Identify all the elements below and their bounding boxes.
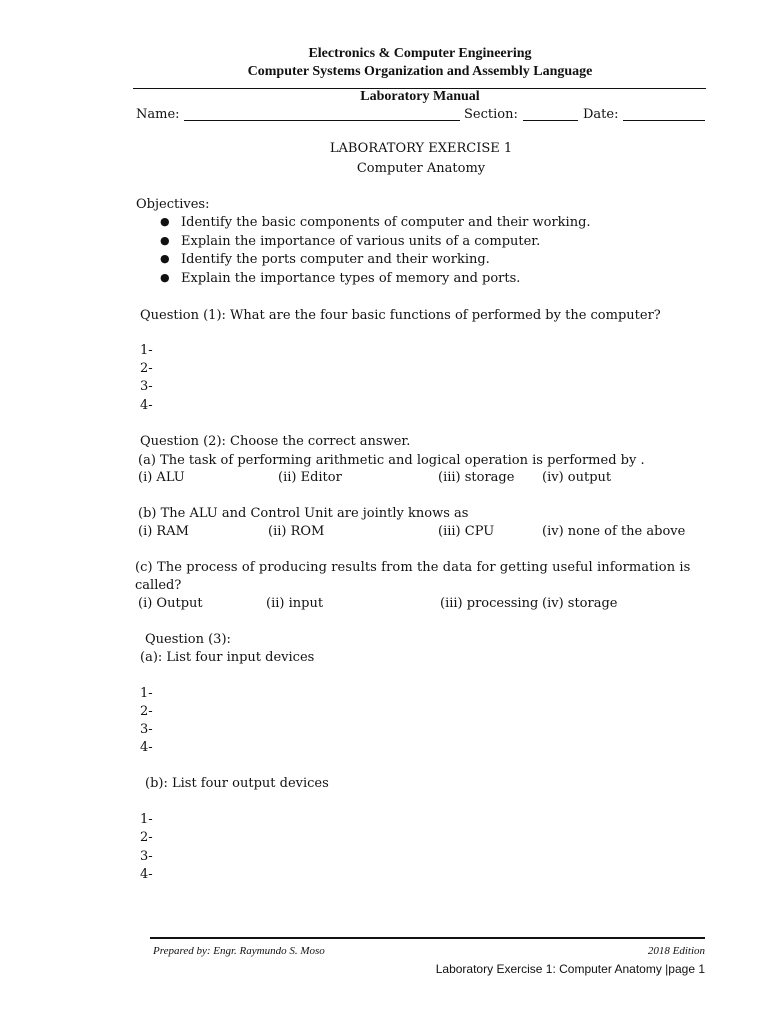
- objective-item: Explain the importance of various units of a computer.: [181, 234, 541, 249]
- q3b-text: (b): List four output devices: [145, 776, 329, 791]
- q2c-option: (iv) storage: [542, 596, 618, 611]
- date-field-line[interactable]: [623, 120, 705, 121]
- bullet-icon: ●: [160, 252, 170, 265]
- header-course: Computer Systems Organization and Assembly Language: [247, 64, 593, 79]
- q1-blank: 2-: [140, 361, 153, 376]
- q3a-blank: 3-: [140, 722, 153, 737]
- q1-blank: 3-: [140, 379, 153, 394]
- q3b-blank: 4-: [140, 867, 153, 882]
- q1-blank: 1-: [140, 343, 153, 358]
- q2c-option: (iii) processing: [440, 596, 539, 611]
- q2a-option: (iii) storage: [438, 470, 515, 485]
- q2a-question: (a) The task of performing arithmetic and logical operation is performed by .: [138, 453, 645, 468]
- q3a-blank: 4-: [140, 740, 153, 755]
- q2b-option: (iv) none of the above: [542, 524, 686, 539]
- q3b-blank: 1-: [140, 812, 153, 827]
- header-department: Electronics & Computer Engineering: [308, 46, 532, 61]
- q2a-option: (i) ALU: [138, 470, 185, 485]
- section-field-line[interactable]: [523, 120, 578, 121]
- name-label: Name:: [136, 107, 180, 122]
- question-1: Question (1): What are the four basic functions of performed by the computer?: [140, 308, 661, 323]
- bullet-icon: ●: [160, 234, 170, 247]
- q2c-option: (i) Output: [138, 596, 203, 611]
- footer-page-label: Laboratory Exercise 1: Computer Anatomy |page 1: [435, 962, 705, 976]
- q2b-question: (b) The ALU and Control Unit are jointly knows as: [138, 506, 469, 521]
- objectives-heading: Objectives:: [136, 197, 210, 212]
- exercise-title: LABORATORY EXERCISE 1: [329, 141, 513, 156]
- objective-item: Identify the basic components of computer and their working.: [181, 215, 591, 230]
- q1-blank: 4-: [140, 398, 153, 413]
- question-3-heading: Question (3):: [145, 632, 231, 647]
- footer-rule: [150, 937, 705, 939]
- q2b-option: (iii) CPU: [438, 524, 495, 539]
- q2a-option: (iv) output: [542, 470, 612, 485]
- bullet-icon: ●: [160, 271, 170, 284]
- q2c-question: (c) The process of producing results from the data for getting useful information is: [135, 560, 691, 575]
- q3a-blank: 1-: [140, 686, 153, 701]
- q3a-blank: 2-: [140, 704, 153, 719]
- exercise-subtitle: Computer Anatomy: [356, 161, 486, 176]
- q3a-text: (a): List four input devices: [140, 650, 315, 665]
- objective-item: Identify the ports computer and their working.: [181, 252, 490, 267]
- objective-item: Explain the importance types of memory and ports.: [181, 271, 521, 286]
- name-field-line[interactable]: [184, 120, 460, 121]
- question-2-heading: Question (2): Choose the correct answer.: [140, 434, 411, 449]
- q2a-option: (ii) Editor: [278, 470, 342, 485]
- q3b-blank: 3-: [140, 849, 153, 864]
- q2c-option: (ii) input: [266, 596, 324, 611]
- q2b-option: (i) RAM: [138, 524, 189, 539]
- q2c-question-cont: called?: [135, 578, 182, 593]
- date-label: Date:: [583, 107, 619, 122]
- bullet-icon: ●: [160, 215, 170, 228]
- header-manual: Laboratory Manual: [360, 89, 480, 104]
- q2b-option: (ii) ROM: [268, 524, 325, 539]
- footer-edition: 2018 Edition: [647, 945, 705, 957]
- footer-prepared-by: Prepared by: Engr. Raymundo S. Moso: [153, 945, 325, 957]
- q3b-blank: 2-: [140, 830, 153, 845]
- section-label: Section:: [464, 107, 518, 122]
